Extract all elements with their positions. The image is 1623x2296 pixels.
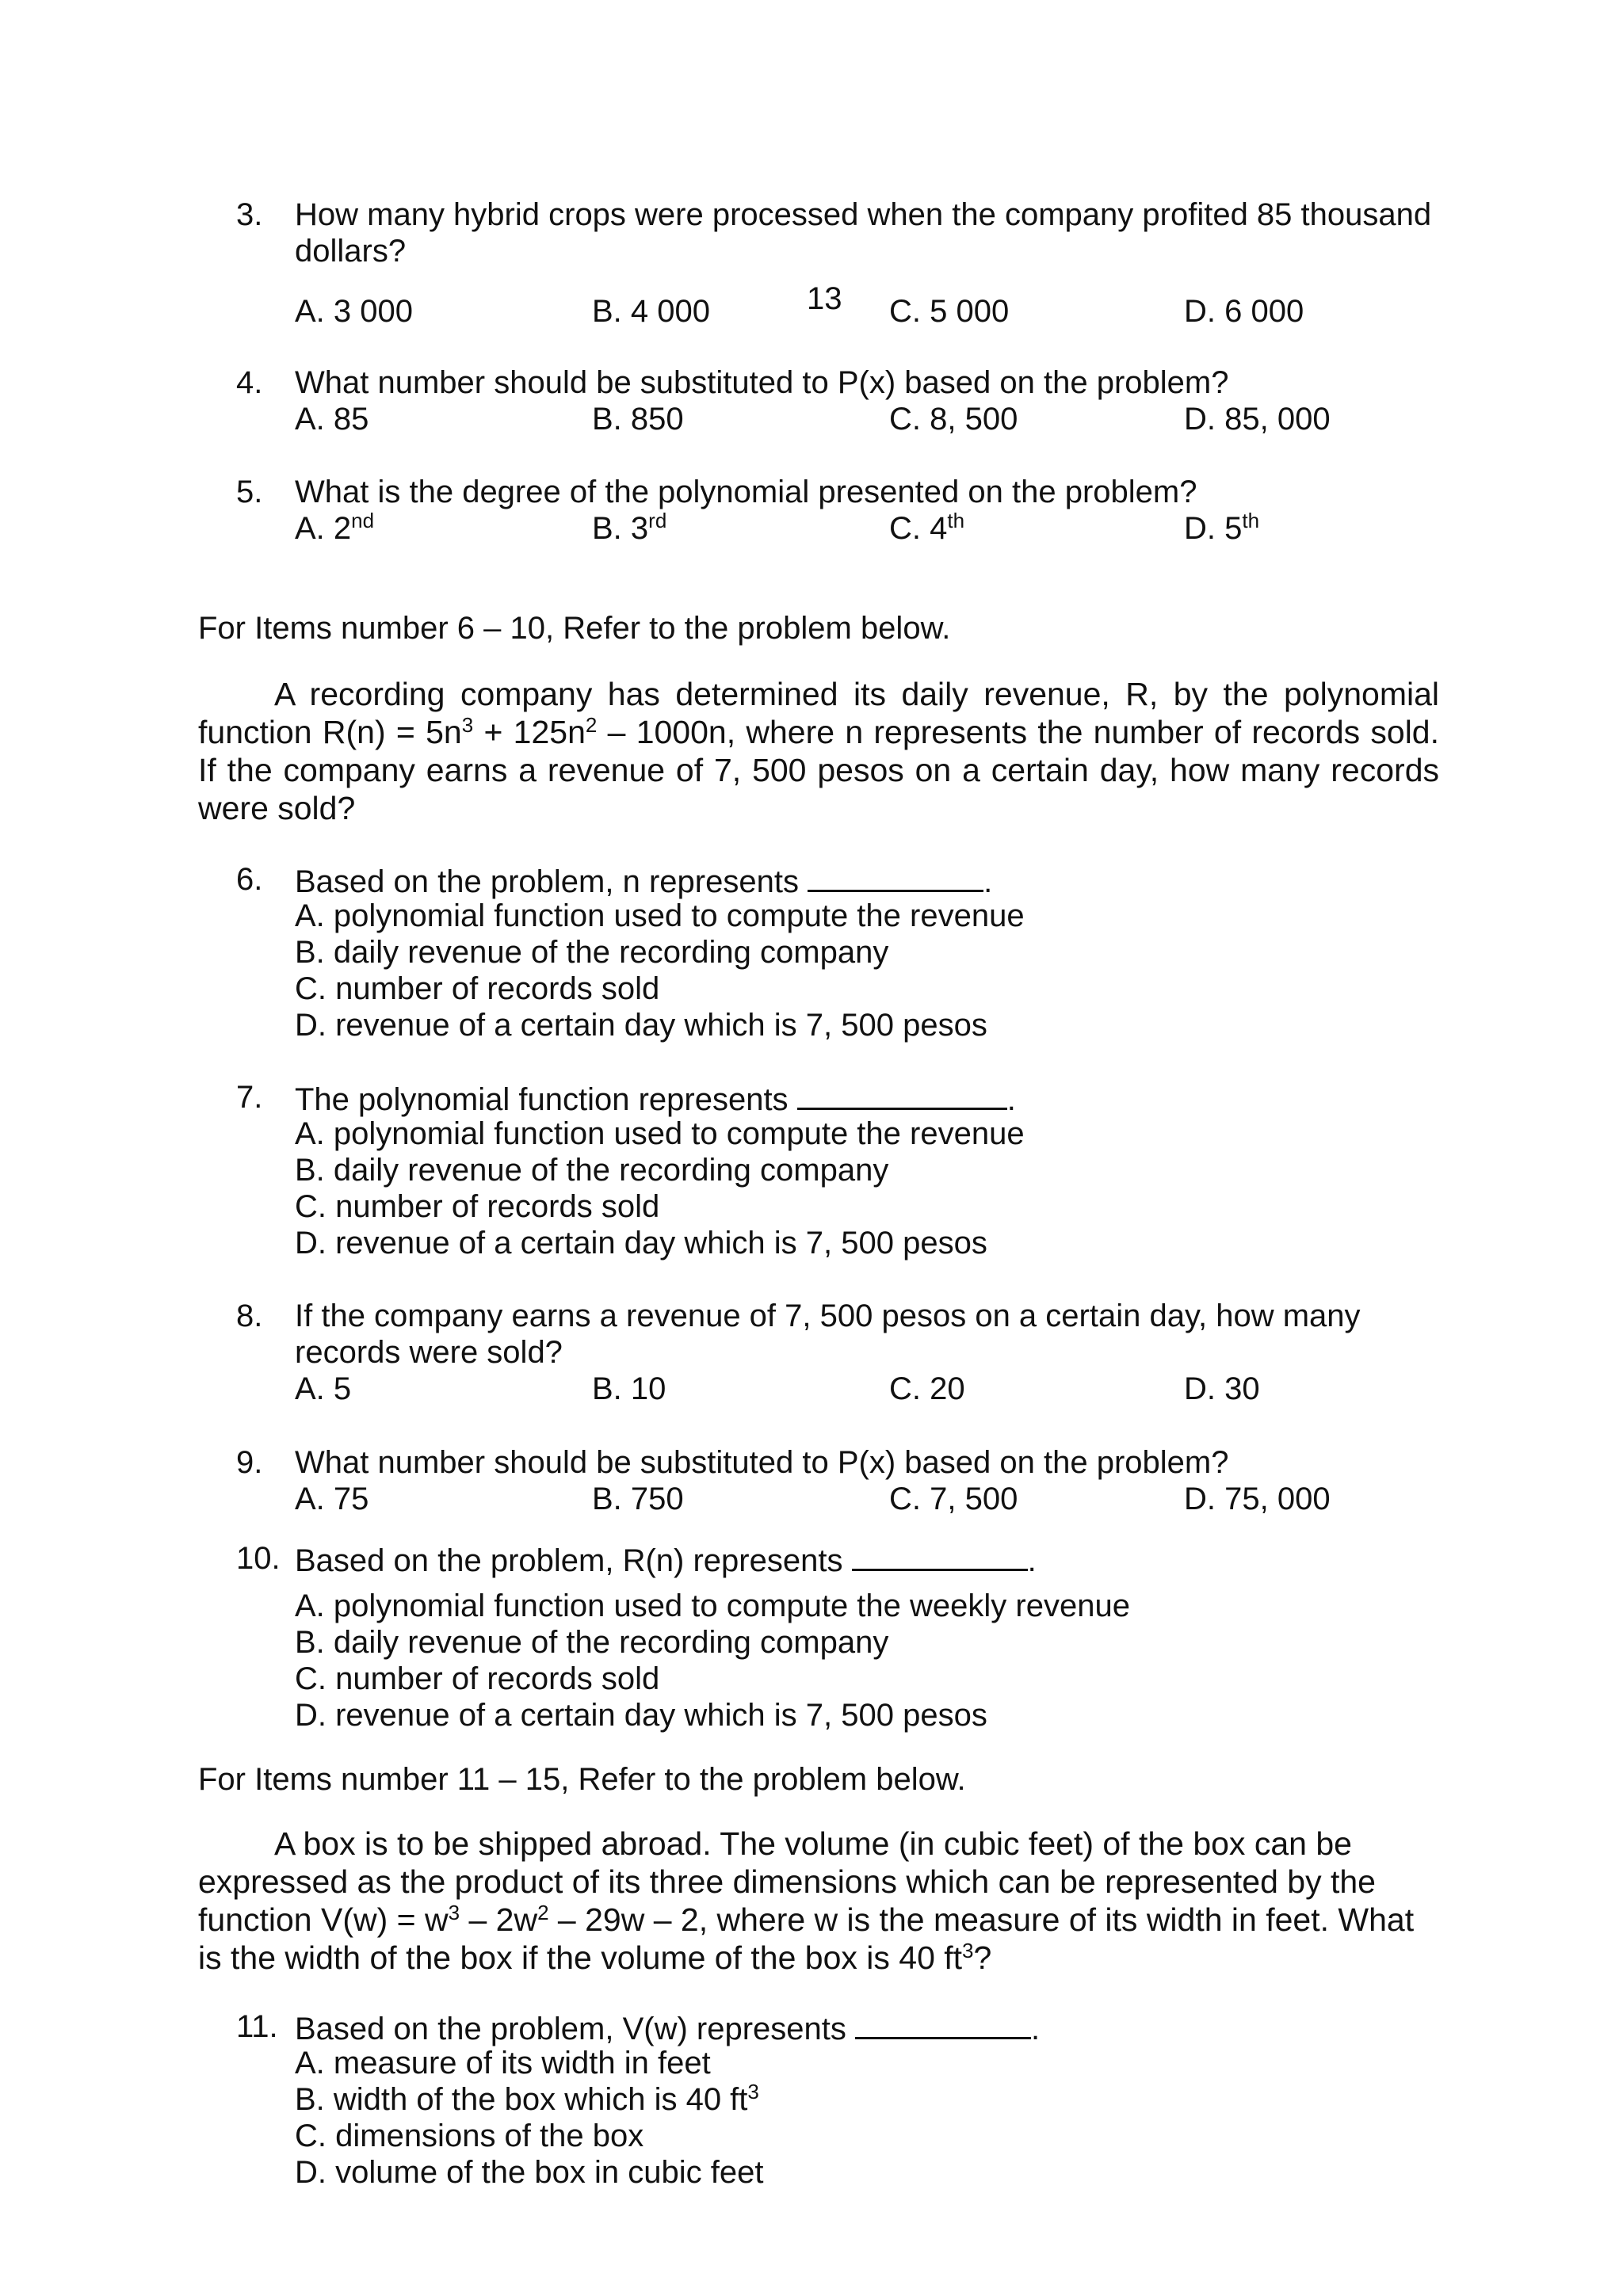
option-c: C. 8, 500 bbox=[889, 402, 1018, 437]
option-d: D. 30 bbox=[1184, 1371, 1260, 1406]
section-intro-11-15: For Items number 11 – 15, Refer to the problem below. bbox=[198, 1762, 966, 1797]
question-number: 3. bbox=[236, 197, 263, 232]
options-row bbox=[295, 1371, 1436, 1407]
option-c: C. 4th bbox=[889, 509, 965, 546]
option-b: B. 10 bbox=[592, 1371, 666, 1406]
question-text: What is the degree of the polynomial presented on the problem? bbox=[295, 475, 1197, 509]
option-d: D. volume of the box in cubic feet bbox=[295, 2155, 764, 2190]
option-a: A. 2nd bbox=[295, 509, 375, 546]
option-c: C. dimensions of the box bbox=[295, 2119, 644, 2153]
question-text: Based on the problem, V(w) represents . bbox=[295, 2008, 1436, 2047]
options-row bbox=[295, 510, 1436, 547]
option-b: B. width of the box which is 40 $ft^3$ bbox=[295, 2080, 759, 2117]
answer-blank bbox=[797, 1079, 1007, 1110]
options-row bbox=[295, 1481, 1436, 1517]
options-list bbox=[295, 1116, 1436, 1261]
page-number: 13 bbox=[807, 281, 842, 316]
option-b: B. daily revenue of the recording company bbox=[295, 935, 889, 970]
question-text: What number should be substituted to P(x) based on the problem? bbox=[295, 1445, 1229, 1480]
question-text: Based on the problem, R(n) represents . bbox=[295, 1540, 1436, 1579]
question-text: How many hybrid crops were processed when the company profited 85 thousand dollars? bbox=[295, 197, 1432, 269]
question-number: 9. bbox=[236, 1445, 263, 1480]
option-a: A. 85 bbox=[295, 402, 369, 437]
options-list bbox=[295, 2045, 1436, 2191]
option-c: C. number of records sold bbox=[295, 1661, 660, 1696]
problem-paragraph-11-15: A box is to be shipped abroad. The volume (in cubic feet) of the box can be expressed as the product of its three dimensions which can be represented by the function $V(w) = w^3 - 2w^2 - 29w - 2$, where w is the measure of its width in feet. What is the width of the box if the volume of the box is 40 $ft^3$? bbox=[198, 1825, 1415, 1976]
option-a: A. polynomial function used to compute the weekly revenue bbox=[295, 1589, 1130, 1623]
question-text: The polynomial function represents . bbox=[295, 1079, 1436, 1118]
question-number: 5. bbox=[236, 475, 263, 509]
question-number: 10. bbox=[236, 1541, 281, 1576]
option-a: A. 75 bbox=[295, 1482, 369, 1516]
options-row bbox=[295, 401, 1436, 437]
options-list bbox=[295, 898, 1436, 1043]
question-text: What number should be substituted to P(x) based on the problem? bbox=[295, 365, 1229, 400]
option-a: A. measure of its width in feet bbox=[295, 2046, 711, 2081]
section-intro-6-10: For Items number 6 – 10, Refer to the problem below. bbox=[198, 611, 951, 646]
option-b: B. daily revenue of the recording company bbox=[295, 1153, 889, 1188]
option-a: A. 5 bbox=[295, 1371, 352, 1406]
option-b: B. 3rd bbox=[592, 509, 667, 546]
options-row bbox=[295, 293, 1436, 330]
option-d: D. 75, 000 bbox=[1184, 1482, 1331, 1516]
question-number: 6. bbox=[236, 862, 263, 897]
question-number: 4. bbox=[236, 365, 263, 400]
option-b: B. daily revenue of the recording company bbox=[295, 1625, 889, 1660]
option-d: D. 6 000 bbox=[1184, 294, 1304, 329]
option-d: D. revenue of a certain day which is 7, 500 pesos bbox=[295, 1008, 987, 1043]
answer-blank bbox=[855, 2008, 1031, 2039]
question-number: 7. bbox=[236, 1080, 263, 1115]
option-a: A. polynomial function used to compute the revenue bbox=[295, 1116, 1025, 1151]
option-c: C. 5 000 bbox=[889, 294, 1010, 329]
answer-blank bbox=[808, 861, 983, 892]
option-b: B. 850 bbox=[592, 402, 684, 437]
option-c: C. 20 bbox=[889, 1371, 965, 1406]
option-a: A. polynomial function used to compute the revenue bbox=[295, 898, 1025, 933]
option-b: B. 750 bbox=[592, 1482, 684, 1516]
option-d: D. revenue of a certain day which is 7, 500 pesos bbox=[295, 1226, 987, 1261]
answer-blank bbox=[852, 1540, 1028, 1571]
option-d: D. 5th bbox=[1184, 509, 1260, 546]
option-c: C. number of records sold bbox=[295, 1189, 660, 1224]
option-b: B. 4 000 bbox=[592, 294, 711, 329]
options-list bbox=[295, 1588, 1436, 1733]
option-d: D. revenue of a certain day which is 7, 500 pesos bbox=[295, 1698, 987, 1733]
problem-paragraph-6-10: A recording company has determined its daily revenue, R, by the polynomial function $R(n) = 5n^3 + 125n^2 - 1000n$, where n represents the number of records sold. If the company earns a revenue of 7, 500 pesos on a certain day, how many records were sold? bbox=[198, 676, 1439, 826]
question-text: If the company earns a revenue of 7, 500 pesos on a certain day, how many records were sold? bbox=[295, 1299, 1361, 1370]
question-text: Based on the problem, n represents . bbox=[295, 861, 1436, 900]
option-a: A. 3 000 bbox=[295, 294, 414, 329]
question-number: 8. bbox=[236, 1299, 263, 1333]
option-c: C. number of records sold bbox=[295, 971, 660, 1006]
question-number: 11. bbox=[236, 2009, 278, 2044]
option-c: C. 7, 500 bbox=[889, 1482, 1018, 1516]
option-d: D. 85, 000 bbox=[1184, 402, 1331, 437]
